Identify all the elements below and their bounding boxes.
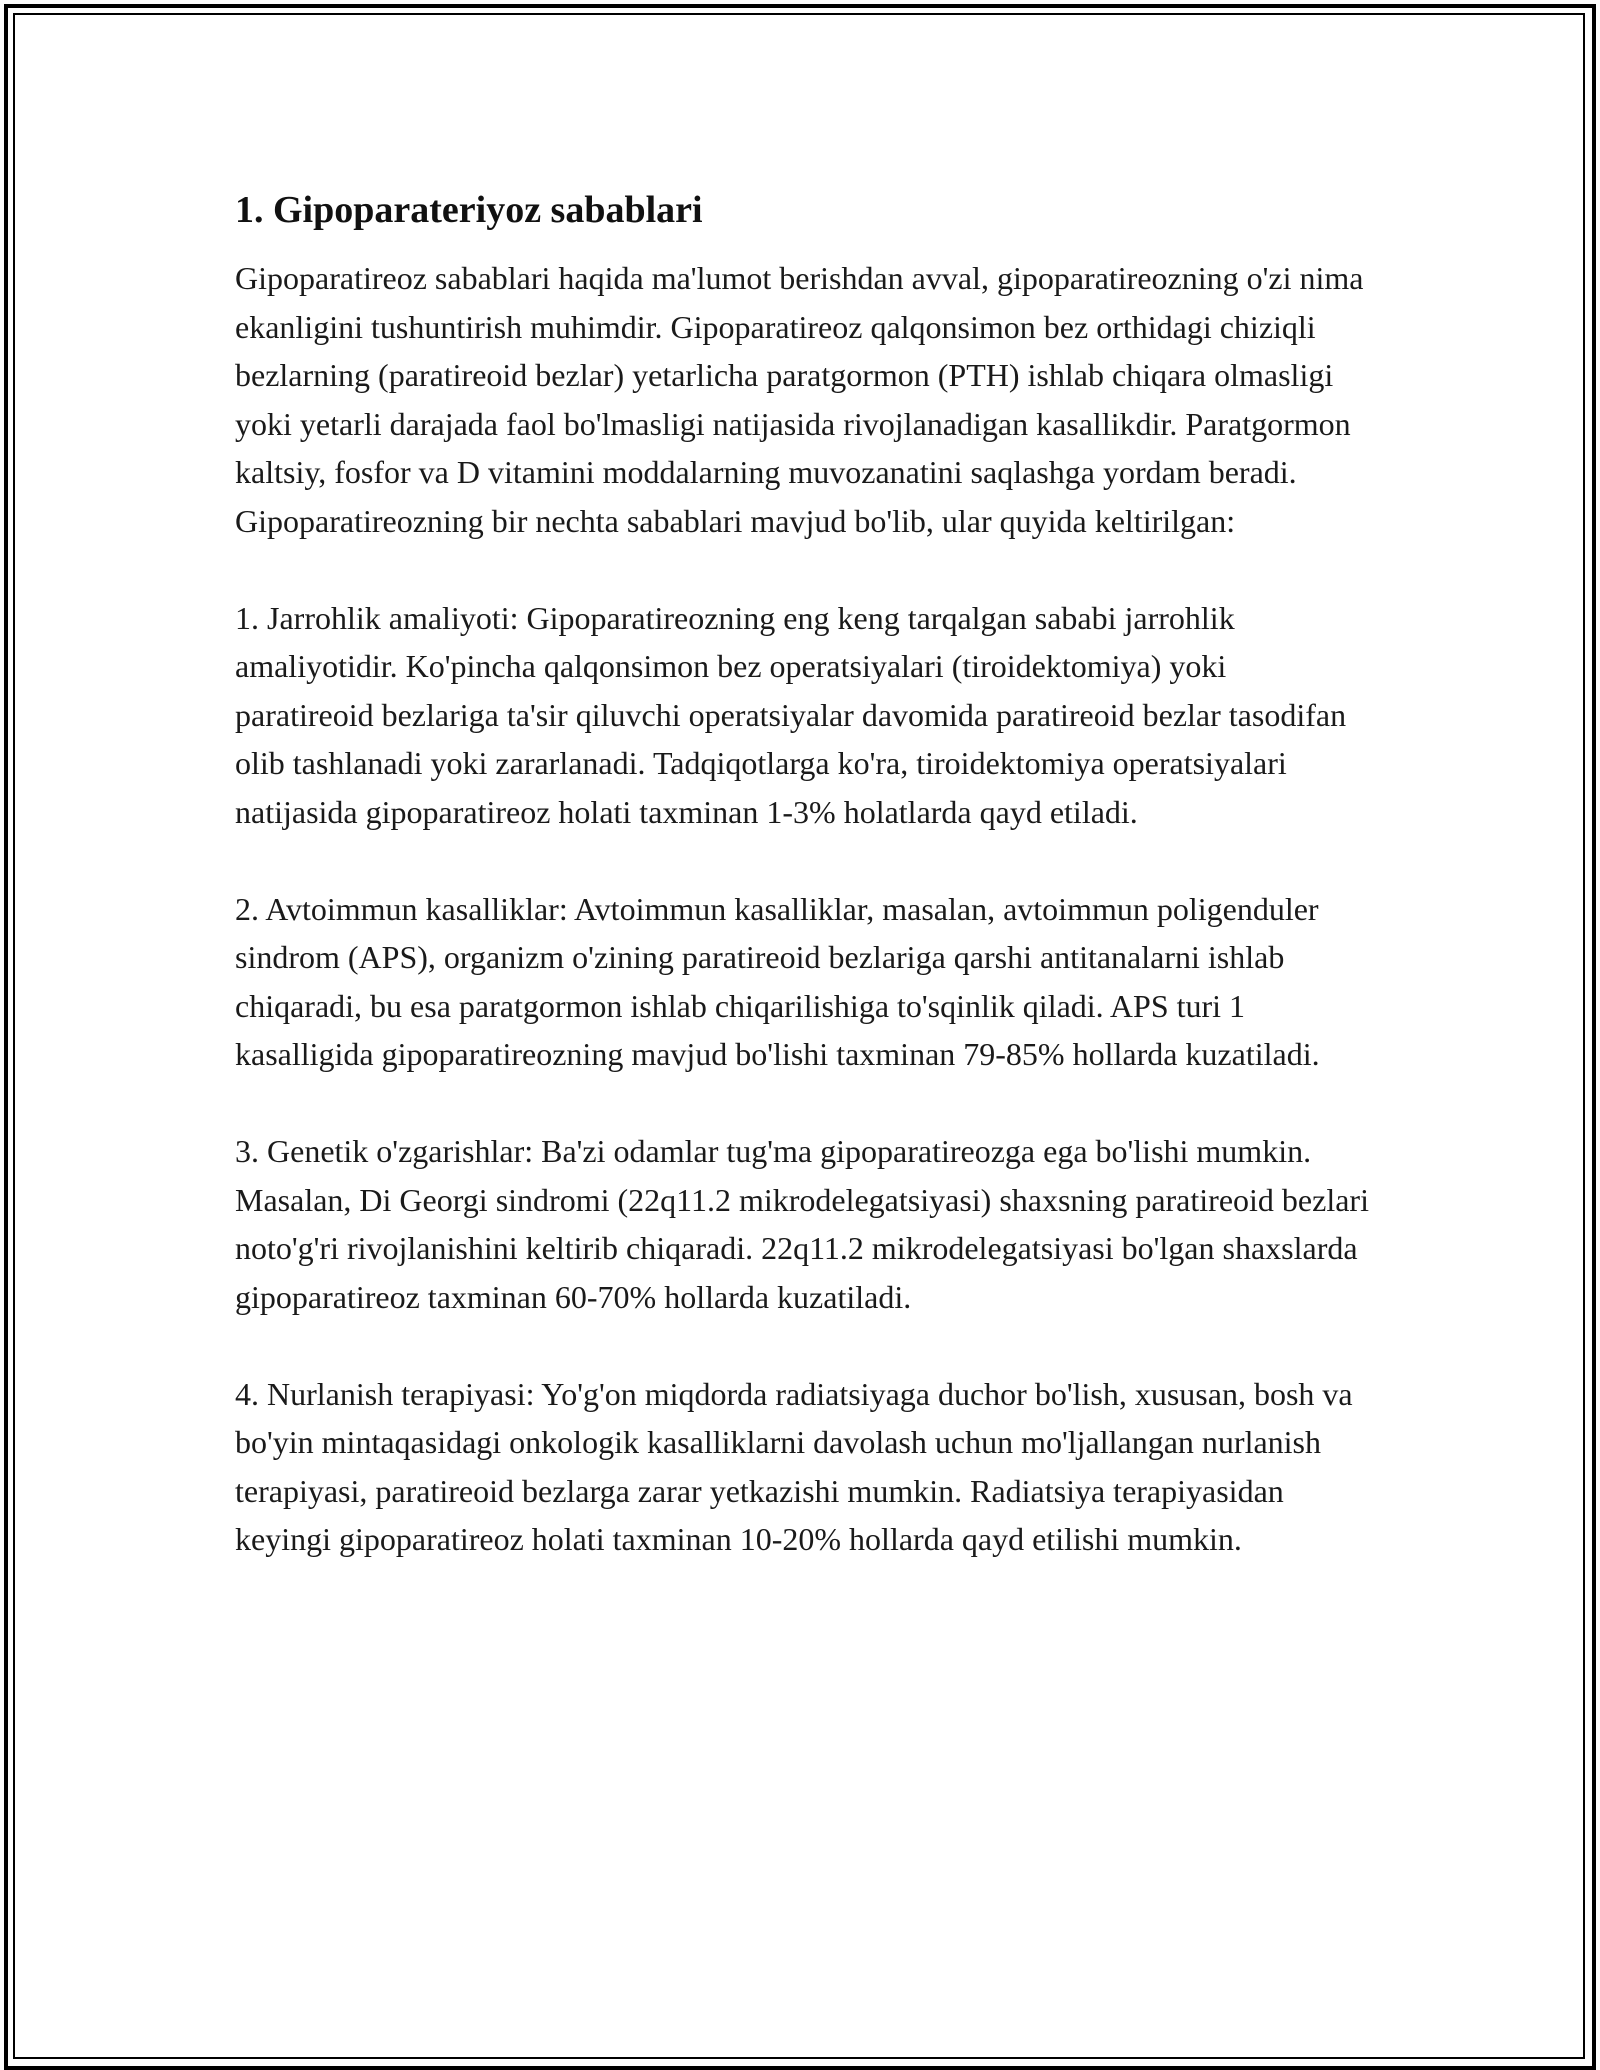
paragraph-genetic: 3. Genetik o'zgarishlar: Ba'zi odamlar tug'ma gipoparatireozga ega bo'lishi mumkin. Masalan, Di Georgi sindromi (22q11.2 mikrodelegatsiyasi) shaxsning paratireoid bezlari noto'g'ri rivojlanishini keltirib chiqaradi. 22q11.2 mikrodelegatsiyasi bo'lgan shaxslarda gipoparatireoz taxminan 60-70% hollarda kuzatiladi. (235, 1133, 1369, 1315)
paragraph-autoimmune: 2. Avtoimmun kasalliklar: Avtoimmun kasalliklar, masalan, avtoimmun poligenduler sindrom (APS), organizm o'zining paratireoid bezlariga qarshi antitanalarni ishlab chiqaradi, bu esa paratgormon ishlab chiqarilishiga to'sqinlik qiladi. APS turi 1 kasalligida gipoparatireozning mavjud bo'lishi taxminan 79-85% hollarda kuzatiladi. (235, 890, 1320, 1072)
document-body (235, 186, 1370, 1564)
paragraph-surgery: 1. Jarrohlik amaliyoti: Gipoparatireozning eng keng tarqalgan sababi jarrohlik amaliyotidir. Ko'pincha qalqonsimon bez operatsiyalari (tiroidektomiya) yoki paratireoid bezlariga ta'sir qiluvchi operatsiyalar davomida paratireoid bezlar tasodifan olib tashlanadi yoki zararlanadi. Tadqiqotlarga ko'ra, tiroidektomiya operatsiyalari natijasida gipoparatireoz holati taxminan 1-3% holatlarda qayd etiladi. (235, 599, 1347, 830)
paragraph-radiation: 4. Nurlanish terapiyasi: Yo'g'on miqdorda radiatsiyaga duchor bo'lish, xususan, bosh va bo'yin mintaqasidagi onkologik kasalliklarni davolash uchun mo'ljallangan nurlanish terapiyasi, paratireoid bezlarga zarar yetkazishi mumkin. Radiatsiya terapiyasidan keyingi gipoparatireoz holati taxminan 10-20% hollarda qayd etilishi mumkin. (235, 1375, 1353, 1557)
paragraph-intro: Gipoparatireoz sabablari haqida ma'lumot berishdan avval, gipoparatireozning o'zi nima ekanligini tushuntirish muhimdir. Gipoparatireoz qalqonsimon bez orthidagi chiziqli bezlarning (paratireoid bezlar) yetarlicha paratgormon (PTH) ishlab chiqara olmasligi yoki yetarli darajada faol bo'lmasligi natijasida rivojlanadigan kasallikdir. Paratgormon kaltsiy, fosfor va D vitamini moddalarning muvozanatini saqlashga yordam beradi. Gipoparatireozning bir nechta sabablari mavjud bo'lib, ular quyida keltirilgan: (235, 260, 1364, 539)
section-title: 1. Gipoparateriyoz sabablari (235, 189, 703, 231)
